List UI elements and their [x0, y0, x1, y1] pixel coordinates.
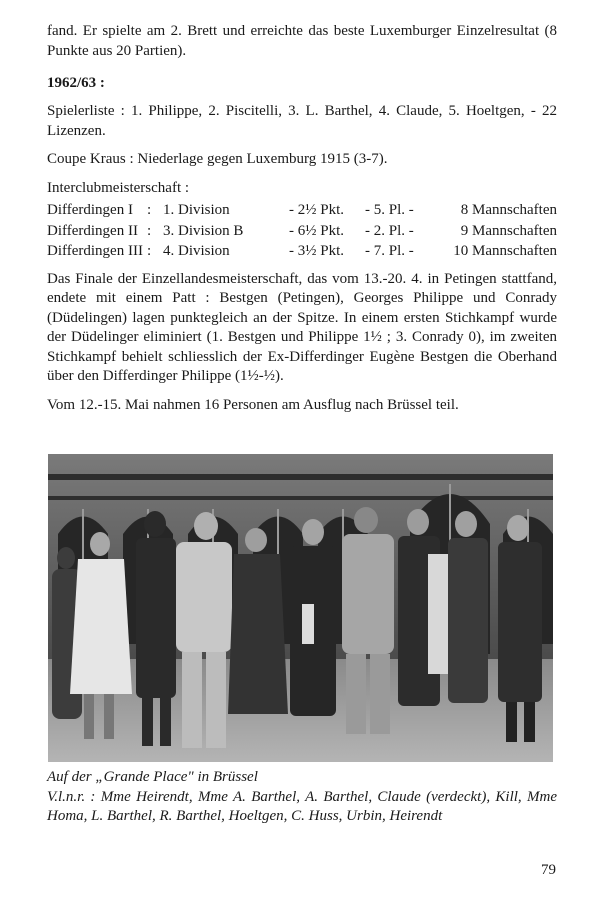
intro-paragraph: fand. Er spielte am 2. Brett und erreichte das beste Luxemburger Einzelresultat (8 Punkte aus 20 Partien). [47, 23, 557, 59]
division-cell: 3. Division B [163, 222, 244, 239]
division-cell: 4. Division [163, 243, 230, 259]
points-cell: - 2½ Pkt. [289, 202, 345, 218]
photo-caption [47, 768, 557, 827]
team-cell: Differdingen I [47, 202, 133, 218]
colon-cell: : [147, 202, 152, 218]
place-cell: - 7. Pl. - [365, 243, 414, 259]
points-cell: - 3½ Pkt. [289, 243, 345, 259]
points-cell: - 6½ Pkt. [289, 222, 345, 239]
ausflug-paragraph: Vom 12.-15. Mai nahmen 16 Personen am Ausflug nach Brüssel teil. [47, 396, 459, 413]
teams-cell: 8 Mannschaften [460, 202, 557, 218]
team-cell: Differdingen II [47, 222, 138, 239]
interclub-heading: Interclubmeisterschaft : [47, 179, 190, 196]
colon-cell: : [147, 243, 152, 259]
spielerliste-paragraph: Spielerliste : 1. Philippe, 2. Piscitelli, 3. L. Barthel, 4. Claude, 5. Hoeltgen, - 22 Lizenzen. [47, 103, 557, 139]
division-cell: 1. Division [163, 202, 230, 218]
teams-cell: 10 Mannschaften [453, 243, 557, 259]
colon-cell: : [147, 222, 152, 239]
table-row [47, 200, 557, 221]
group-photo [48, 454, 553, 762]
interclub-standings-table [47, 200, 557, 262]
team-cell: Differdingen III [47, 243, 143, 259]
caption-title: Auf der „Grande Place" in Brüssel [47, 769, 258, 785]
coupe-kraus-paragraph: Coupe Kraus : Niederlage gegen Luxemburg 1915 (3-7). [47, 151, 388, 167]
place-cell: - 5. Pl. - [365, 202, 414, 218]
table-row [47, 221, 557, 242]
finale-paragraph: Das Finale der Einzellandesmeisterschaft, das vom 13.-20. 4. in Petingen stattfand, endete mit einem Patt : Bestgen (Petingen), Georges Philippe und Conrady (Düdelingen) lagen punktegleich an der Spitze. In einem ersten Stichkampf wurde der Düdelinger eliminiert (1. Bestgen und Philippe 1½ ; 3. Conrady 0), im zweiten Stichkampf behielt schliesslich der Ex-Differdinger Eugène Bestgen die Oberhand über den Differdinger Philippe (1½-½). [47, 270, 557, 384]
season-heading: 1962/63 : [47, 75, 105, 91]
teams-cell: 9 Mannschaften [460, 222, 557, 239]
table-row [47, 241, 557, 262]
page-number: 79 [541, 862, 556, 878]
caption-names: V.l.n.r. : Mme Heirendt, Mme A. Barthel, A. Barthel, Claude (verdeckt), Kill, Mme Homa, L. Barthel, R. Barthel, Hoeltgen, C. Huss, Urbin, Heirendt [47, 788, 557, 824]
group-photo-image [48, 454, 553, 762]
page-text [47, 22, 557, 415]
place-cell: - 2. Pl. - [365, 222, 414, 239]
